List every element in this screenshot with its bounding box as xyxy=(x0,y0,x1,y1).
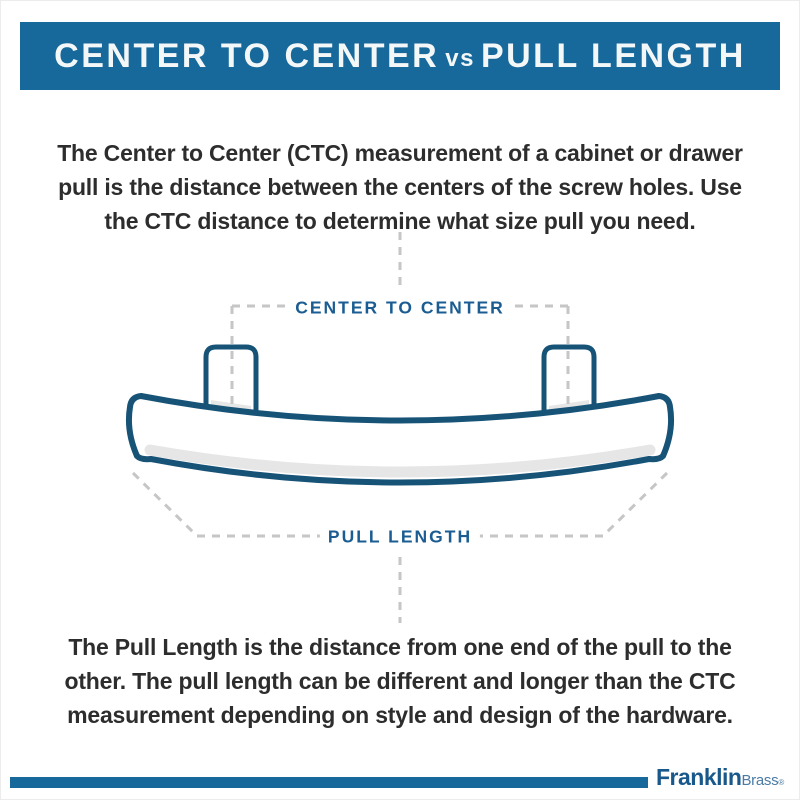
trademark-mark: ® xyxy=(778,778,785,787)
pull-guide-dashes xyxy=(133,473,667,623)
ctc-guide-dashes xyxy=(232,232,568,405)
paragraph-line: other. The pull length can be different and longer than the CTC xyxy=(64,668,736,694)
ctc-label: CENTER TO CENTER xyxy=(287,298,513,319)
title-vs: vs xyxy=(445,44,475,72)
paragraph-line: the CTC distance to determine what size pull you need. xyxy=(104,208,696,234)
logo-brass: Brass xyxy=(741,772,779,789)
pull-left-diagonal-dash xyxy=(133,473,196,535)
pull-right-diagonal-dash xyxy=(604,473,667,535)
pull-handle xyxy=(129,396,671,483)
title-main: CENTER TO CENTER xyxy=(54,36,440,75)
paragraph-line: The Center to Center (CTC) measurement of a cabinet or drawer xyxy=(57,140,743,166)
logo-franklin: Franklin xyxy=(656,764,742,790)
footer-accent-bar xyxy=(10,777,648,788)
outro-paragraph xyxy=(0,630,800,732)
pull-length-label: PULL LENGTH xyxy=(320,527,480,548)
paragraph-line: The Pull Length is the distance from one end of the pull to the xyxy=(68,634,732,660)
brand-logo xyxy=(656,764,796,792)
paragraph-line: measurement depending on style and design of the hardware. xyxy=(67,702,733,728)
title-tail: PULL LENGTH xyxy=(480,36,746,75)
paragraph-line: pull is the distance between the centers of the screw holes. Use xyxy=(58,174,742,200)
